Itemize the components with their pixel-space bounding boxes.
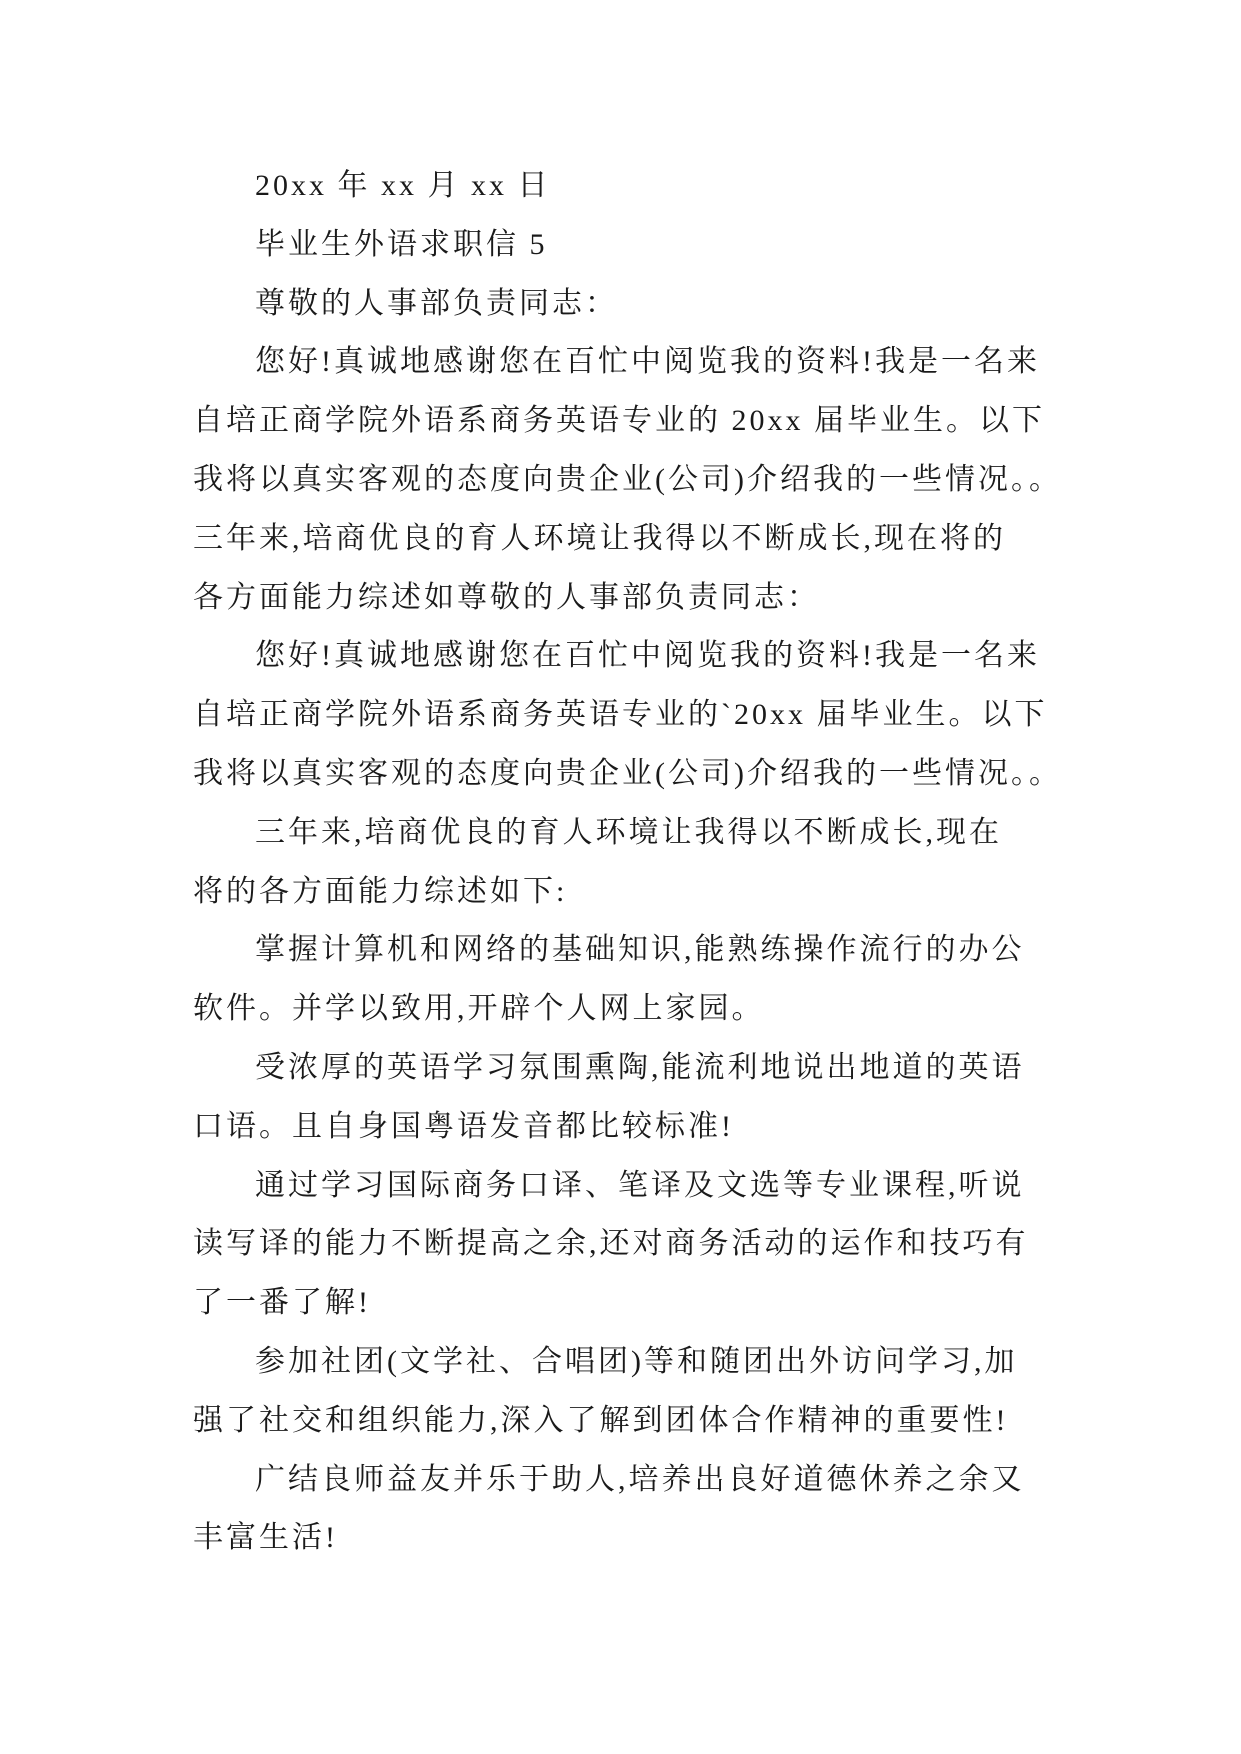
text-line: 各方面能力综述如尊敬的人事部负责同志： xyxy=(193,580,820,614)
text-line: 受浓厚的英语学习氛围熏陶,能流利地说出地道的英语 xyxy=(255,1050,1025,1084)
text-line: 三年来,培商优良的育人环境让我得以不断成长,现在 xyxy=(255,815,1002,849)
date-line: 20xx 年 xx 月 xx 日 xyxy=(255,169,551,202)
text-line: 参加社团(文学社、合唱团)等和随团出外访问学习,加 xyxy=(255,1344,1018,1378)
text-line: 三年来,培商优良的育人环境让我得以不断成长,现在将的 xyxy=(193,521,1006,555)
text-line: 自培正商学院外语系商务英语专业的`20xx 届毕业生。以下 xyxy=(193,698,1048,732)
text-line: 将的各方面能力综述如下: xyxy=(193,874,568,908)
salutation: 尊敬的人事部负责同志： xyxy=(255,286,618,320)
text-line: 强了社交和组织能力,深入了解到团体合作精神的重要性! xyxy=(193,1403,1009,1437)
text-line: 软件。并学以致用,开辟个人网上家园。 xyxy=(193,992,765,1026)
text-line: 自培正商学院外语系商务英语专业的 20xx 届毕业生。以下 xyxy=(193,404,1045,438)
text-line: 口语。且自身国粤语发音都比较标准! xyxy=(193,1109,734,1143)
text-line: 我将以真实客观的态度向贵企业(公司)介绍我的一些情况。。 xyxy=(193,756,1062,790)
letter-title: 毕业生外语求职信 5 xyxy=(255,227,548,261)
text-line: 广结良师益友并乐于助人,培养出良好道德休养之余又 xyxy=(255,1462,1025,1496)
text-line: 读写译的能力不断提高之余,还对商务活动的运作和技巧有 xyxy=(193,1227,1029,1261)
text-line: 我将以真实客观的态度向贵企业(公司)介绍我的一些情况。。 xyxy=(193,462,1062,496)
text-line: 掌握计算机和网络的基础知识,能熟练操作流行的办公 xyxy=(255,933,1025,967)
text-line: 您好!真诚地感谢您在百忙中阅览我的资料!我是一名来 xyxy=(255,345,1040,379)
text-line: 丰富生活! xyxy=(193,1521,338,1555)
text-line: 通过学习国际商务口译、笔译及文选等专业课程,听说 xyxy=(255,1168,1025,1202)
document-body xyxy=(0,157,1241,1568)
text-line: 了一番了解! xyxy=(193,1286,371,1320)
text-line: 您好!真诚地感谢您在百忙中阅览我的资料!我是一名来 xyxy=(255,639,1040,673)
